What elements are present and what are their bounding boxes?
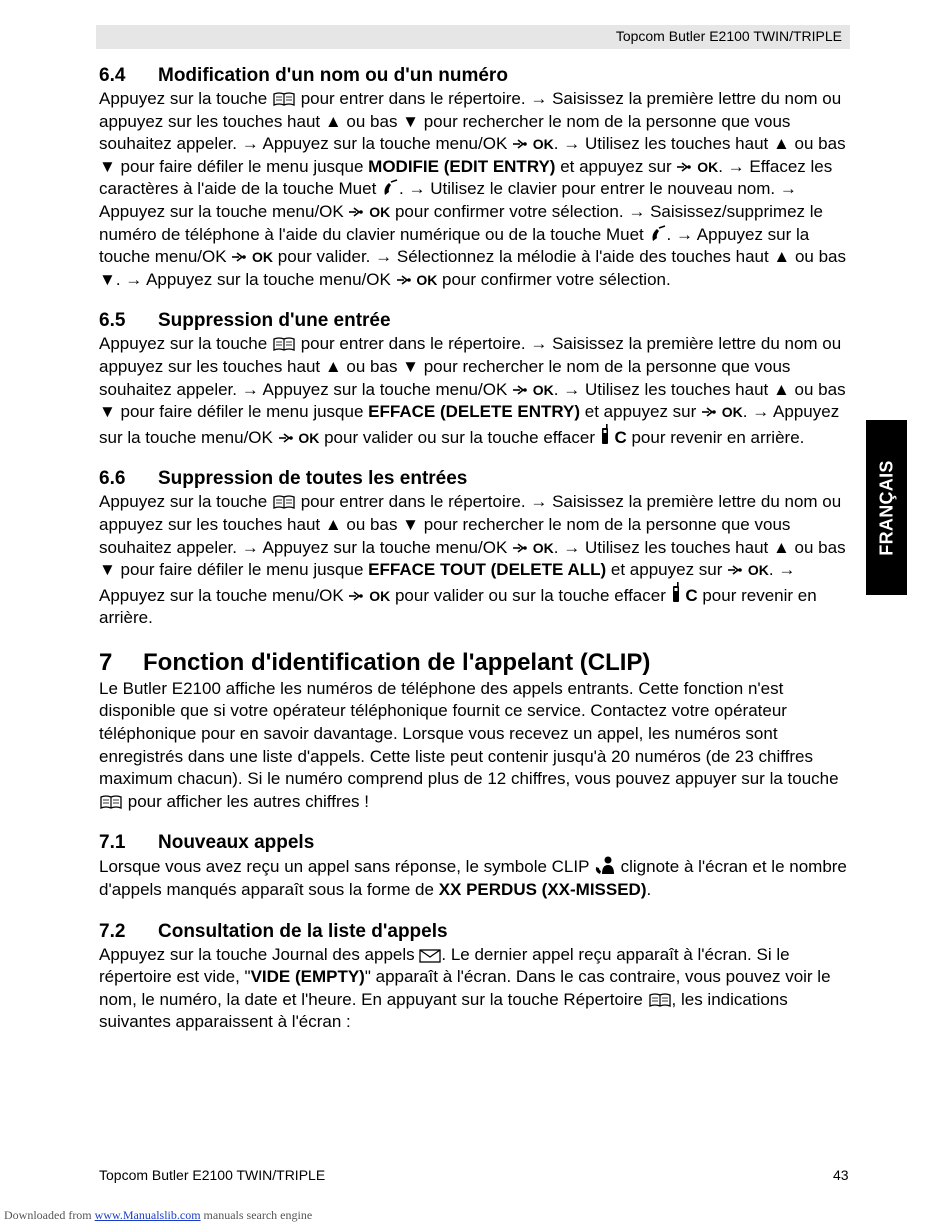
menu-ok-icon: [727, 562, 743, 578]
arrow-icon: →: [779, 179, 797, 199]
handset-icon: [671, 582, 681, 604]
section-heading: 6.6 Suppression de toutes les entrées: [99, 468, 468, 490]
section-body: Le Butler E2100 affiche les numéros de téléphone des appels entrants. Cette fonction n'est disponible que si votre opérateur téléphonique fournit ce service. Contactez votre opérateur téléphonique pour en savoir davantage. Lorsque vous recevez un appel, les numéros sont enregistrés dans une liste d'appels. Cette liste peut contenir jusqu'à 20 numéros (de 23 chiffres maximum chacun). Si le numéro comprend plus de 12 chiffres, vous pouvez appuyer sur la touche pour afficher les autres chiffres !: [99, 678, 839, 811]
arrow-icon: →: [241, 379, 259, 399]
arrow-icon: →: [727, 156, 745, 176]
section-7: [99, 648, 851, 814]
menu-ok-icon: [348, 204, 364, 220]
header-title: Topcom Butler E2100 TWIN/TRIPLE: [615, 28, 842, 44]
book-icon: [272, 91, 296, 107]
arrow-icon: →: [563, 537, 581, 557]
section-heading: 6.5 Suppression d'une entrée: [99, 310, 391, 332]
menu-ok-icon: [512, 540, 528, 556]
arrow-icon: →: [628, 201, 646, 221]
section-7-2: [99, 920, 851, 1034]
section-heading: 7.1 Nouveaux appels: [99, 832, 315, 854]
section-6-4: [99, 64, 851, 291]
page-number: 43: [833, 1167, 849, 1183]
mute-icon: [381, 179, 399, 197]
arrow-icon: →: [241, 537, 259, 557]
section-body: Appuyez sur la touche pour entrer dans le répertoire. → Saisissez la première lettre du nom ou appuyez sur les touches haut ▲ ou bas ▼ pour rechercher le nom de la personne que vous souhaitez appeler. → Appuyez sur la touche menu/OK OK. → Utilisez les touches haut ▲ ou bas ▼ pour faire défiler le menu jusque EFFACE (DELETE ENTRY) et appuyez sur OK. → Appuyez sur la touche menu/OK OK pour valider ou sur la touche effacer C pour revenir en arrière.: [99, 334, 846, 447]
section-6-6: [99, 467, 851, 630]
book-icon: [272, 494, 296, 510]
arrow-icon: →: [778, 560, 796, 580]
manualslib-link[interactable]: www.Manualslib.com: [94, 1208, 201, 1222]
section-body: Appuyez sur la touche pour entrer dans le répertoire. → Saisissez la première lettre du nom ou appuyez sur les touches haut ▲ ou bas ▼ pour rechercher le nom de la personne que vous souhaitez appeler. → Appuyez sur la touche menu/OK OK. → Utilisez les touches haut ▲ ou bas ▼ pour faire défiler le menu jusque MODIFIE (EDIT ENTRY) et appuyez sur OK. → Effacez les caractères à l'aide de la touche Muet . → Utilisez le clavier pour entrer le nouveau nom. → Appuyez sur la touche menu/OK OK pour confirmer votre sélection. → Saisissez/supprimez le numéro de téléphone à l'aide du clavier numérique ou de la touche Muet . → Appuyez sur la touche menu/OK OK pour valider. → Sélectionnez la mélodie à l'aide des touches haut ▲ ou bas ▼. → Appuyez sur la touche menu/OK OK pour confirmer votre sélection.: [99, 89, 847, 289]
arrow-icon: →: [563, 379, 581, 399]
page-content: [99, 64, 851, 1052]
arrow-icon: →: [530, 492, 548, 512]
footer-title: Topcom Butler E2100 TWIN/TRIPLE: [99, 1167, 326, 1183]
section-body: Appuyez sur la touche pour entrer dans le répertoire. → Saisissez la première lettre du nom ou appuyez sur les touches haut ▲ ou bas ▼ pour rechercher le nom de la personne que vous souhaitez appeler. → Appuyez sur la touche menu/OK OK. → Utilisez les touches haut ▲ ou bas ▼ pour faire défiler le menu jusque EFFACE TOUT (DELETE ALL) et appuyez sur OK. → Appuyez sur la touche menu/OK OK pour valider ou sur la touche effacer C pour revenir en arrière.: [99, 492, 846, 628]
arrow-icon: →: [241, 134, 259, 154]
arrow-icon: →: [125, 269, 143, 289]
book-icon: [272, 336, 296, 352]
menu-ok-icon: [512, 136, 528, 152]
header-bar: [96, 25, 850, 49]
section-7-1: [99, 831, 851, 901]
menu-ok-icon: [396, 272, 412, 288]
book-icon: [648, 992, 672, 1008]
language-tab-label: FRANÇAIS: [876, 459, 896, 556]
language-tab: [866, 420, 907, 595]
clip-icon: [594, 855, 616, 875]
arrow-icon: →: [375, 247, 393, 267]
section-body: Appuyez sur la touche Journal des appels . Le dernier appel reçu apparaît à l'écran. Si le répertoire est vide, "VIDE (EMPTY)" apparaît à l'écran. Dans le cas contraire, vous pouvez voir le nom, le numéro, la date et l'heure. En appuyant sur la touche Répertoire , les indications suivantes apparaissent à l'écran :: [99, 944, 831, 1032]
menu-ok-icon: [348, 588, 364, 604]
menu-ok-icon: [512, 382, 528, 398]
arrow-icon: →: [563, 134, 581, 154]
menu-ok-icon: [231, 249, 247, 265]
arrow-icon: →: [752, 402, 770, 422]
mute-icon: [649, 225, 667, 243]
section-heading: 6.4 Modification d'un nom ou d'un numéro: [99, 65, 508, 86]
handset-icon: [600, 424, 610, 446]
section-body: Lorsque vous avez reçu un appel sans réponse, le symbole CLIP clignote à l'écran et le nombre d'appels manqués apparaît sous la forme de XX PERDUS (XX-MISSED).: [99, 857, 847, 900]
envelope-icon: [419, 949, 441, 963]
menu-ok-icon: [701, 404, 717, 420]
arrow-icon: →: [675, 224, 693, 244]
section-heading: 7.2 Consultation de la liste d'appels: [99, 920, 448, 942]
arrow-icon: →: [408, 179, 426, 199]
arrow-icon: →: [530, 334, 548, 354]
arrow-icon: →: [530, 89, 548, 108]
menu-ok-icon: [278, 430, 294, 446]
menu-ok-icon: [676, 159, 692, 175]
section-6-5: [99, 309, 851, 449]
book-icon: [99, 794, 123, 810]
download-note: Downloaded from www.Manualslib.com manuals search engine: [4, 1208, 313, 1222]
chapter-heading: 7 Fonction d'identification de l'appelant (CLIP): [99, 648, 651, 676]
